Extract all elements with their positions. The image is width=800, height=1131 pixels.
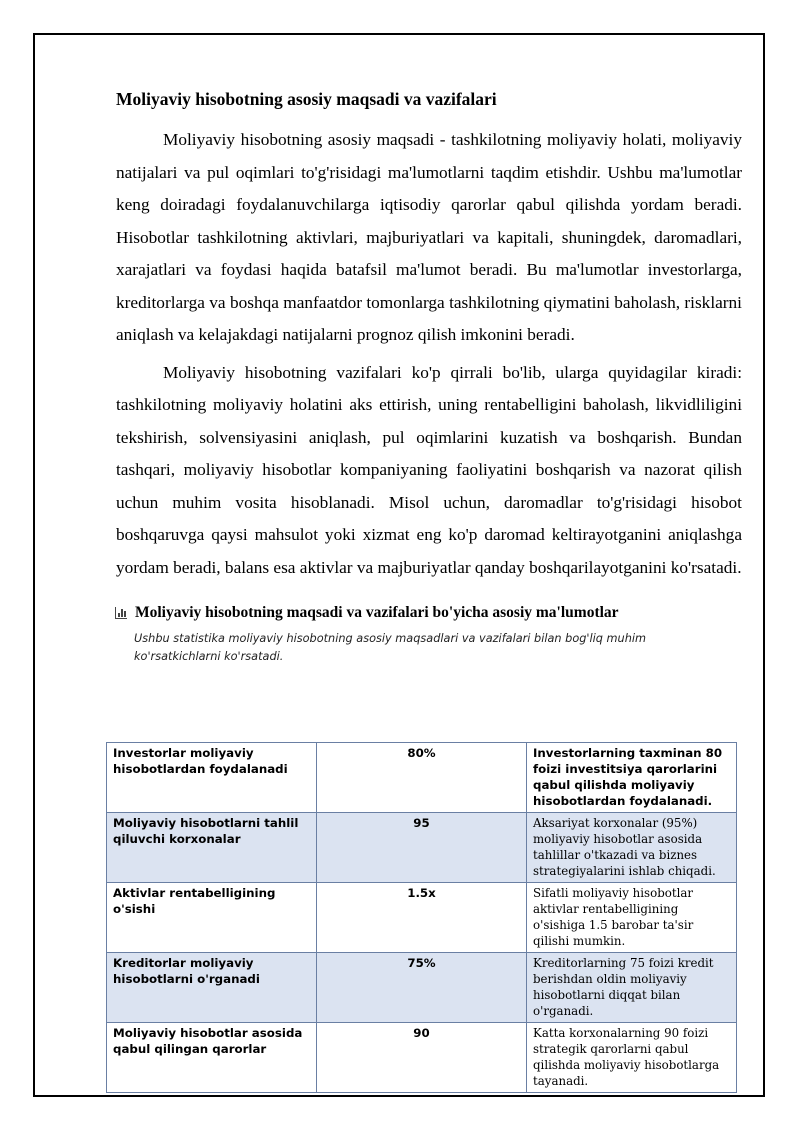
row-description: Katta korxonalarning 90 foizi strategik qarorlarni qabul qilishda moliyaviy hisobotlarga tayanadi.: [527, 1023, 737, 1093]
row-value: 80%: [317, 743, 527, 813]
row-label: Kreditorlar moliyaviy hisobotlarni o'rganadi: [107, 953, 317, 1023]
document-body: [116, 84, 742, 666]
paragraph-functions: Moliyaviy hisobotning vazifalari ko'p qirrali bo'lib, ularga quyidagilar kiradi: tashkilotning moliyaviy holatini aks ettirish, uning rentabelligini baholash, likvidliligini tekshirish, solvensiyasini aniqlash, pul oqimlarini kuzatish va boshqarish. Bundan tashqari, moliyaviy hisobotlar kompaniyaning faoliyatini boshqarish va nazorat qilish uchun muhim vosita hisoblanadi. Misol uchun, daromadlar to'g'risidagi hisobot boshqaruvga qaysi mahsulot yoki xizmat eng ko'p daromad keltirayotganini aniqlashga yordam beradi, balans esa aktivlar va majburiyatlar qanday boshqarilayotganini ko'rsatadi.: [116, 362, 742, 577]
paragraph-purpose: Moliyaviy hisobotning asosiy maqsadi - tashkilotning moliyaviy holati, moliyaviy natijalari va pul oqimlari to'g'risidagi ma'lumotlarni taqdim etishdir. Ushbu ma'lumotlar keng doiradagi foydalanuvchilarga iqtisodiy qarorlar qabul qilishda yordam beradi. Hisobotlar tashkilotning aktivlari, majburiyatlari va kapitali, shuningdek, daromadlari, xarajatlari va foydasi haqida batafsil ma'lumot beradi. Bu ma'lumotlar investorlarga, kreditorlarga va boshqa manfaatdor tomonlarga tashkilotning qiymatini baholash, risklarni aniqlash va kelajakdagi natijalarni prognoz qilish imkonini beradi.: [116, 130, 742, 344]
stats-table: [106, 742, 737, 1093]
row-label: Investorlar moliyaviy hisobotlardan foydalanadi: [107, 743, 317, 813]
row-label: Moliyaviy hisobotlar asosida qabul qilingan qarorlar: [107, 1023, 317, 1093]
row-value: 95: [317, 813, 527, 883]
stats-title: [115, 602, 742, 624]
row-description: Sifatli moliyaviy hisobotlar aktivlar rentabelligining o'sishiga 1.5 barobar ta'sir qilishi mumkin.: [527, 883, 737, 953]
stats-caption: Ushbu statistika moliyaviy hisobotning asosiy maqsadlari va vazifalari bilan bog'liq muhim ko'rsatkichlarni ko'rsatadi.: [134, 632, 647, 663]
stats-title-text: Moliyaviy hisobotning maqsadi va vazifalari bo'yicha asosiy ma'lumotlar: [135, 604, 619, 621]
row-value: 90: [317, 1023, 527, 1093]
row-value: 1.5x: [317, 883, 527, 953]
section-heading: Moliyaviy hisobotning asosiy maqsadi va vazifalari: [116, 89, 497, 109]
row-label: Aktivlar rentabelligining o'sishi: [107, 883, 317, 953]
table-row: [107, 883, 737, 953]
table-row: [107, 743, 737, 813]
table-row: [107, 813, 737, 883]
table-row: [107, 953, 737, 1023]
row-description: Investorlarning taxminan 80 foizi investitsiya qarorlarini qabul qilishda moliyaviy hisobotlardan foydalanadi.: [527, 743, 737, 813]
row-label: Moliyaviy hisobotlarni tahlil qiluvchi korxonalar: [107, 813, 317, 883]
row-description: Aksariyat korxonalar (95%) moliyaviy hisobotlar asosida tahlillar o'tkazadi va biznes strategiyalarini ishlab chiqadi.: [527, 813, 737, 883]
table-row: [107, 1023, 737, 1093]
bar-chart-icon: [115, 607, 127, 619]
row-value: 75%: [317, 953, 527, 1023]
row-description: Kreditorlarning 75 foizi kredit berishdan oldin moliyaviy hisobotlarni diqqat bilan o'rganadi.: [527, 953, 737, 1023]
